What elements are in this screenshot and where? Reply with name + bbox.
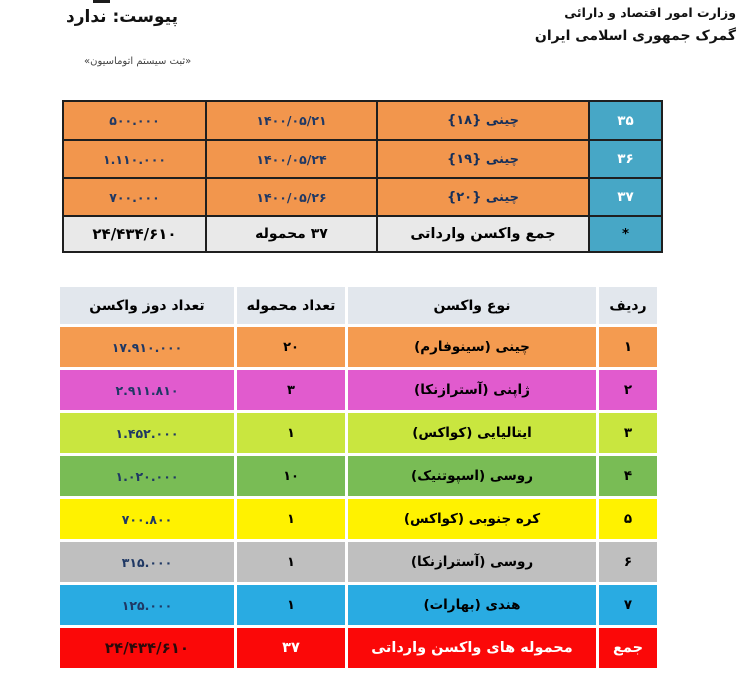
table-row [60, 413, 657, 453]
shipments-count-cell: ۱۰ [237, 456, 345, 496]
table-row [60, 327, 657, 367]
vaccine-type-cell: چینی {۱۸} [377, 101, 589, 140]
summary-label-cell: جمع واکسن وارداتی [377, 216, 589, 252]
date-cell: ۱۴۰۰/۰۵/۲۱ [206, 101, 377, 140]
doses-count-cell: ۳۱۵.۰۰۰ [60, 542, 234, 582]
date-cell: ۱۴۰۰/۰۵/۲۶ [206, 178, 377, 216]
row-id-cell: ۳۶ [589, 140, 662, 178]
doses-count-cell: ۱۲۵.۰۰۰ [60, 585, 234, 625]
shipments-count-cell: ۱ [237, 413, 345, 453]
total-shipments-cell: ۳۷ [237, 628, 345, 668]
doses-count-cell: ۷۰۰.۸۰۰ [60, 499, 234, 539]
table-row [63, 101, 662, 140]
row-id-cell: ۳۷ [589, 178, 662, 216]
doses-cell: ۱.۱۱۰.۰۰۰ [63, 140, 206, 178]
vaccine-type-cell: چینی {۲۰} [377, 178, 589, 216]
vaccine-name-cell: هندی (بهارات) [348, 585, 596, 625]
vaccine-totals-table [57, 284, 660, 671]
row-number-cell: ۲ [599, 370, 657, 410]
shipments-count-cell: ۱ [237, 542, 345, 582]
attachment-note: پیوست: ندارد [66, 7, 178, 27]
customs-name: گمرک جمهوری اسلامی ایران [534, 28, 736, 44]
table-row [63, 178, 662, 216]
vaccine-name-cell: کره جنوبی (کواکس) [348, 499, 596, 539]
vaccine-name-cell: روسی (آسترازنکا) [348, 542, 596, 582]
table-row [63, 140, 662, 178]
ministry-name: وزارت امور اقتصاد و دارائی [564, 5, 736, 20]
table-row [60, 456, 657, 496]
shipments-table [62, 100, 663, 253]
total-row [60, 628, 657, 668]
col-header-row-number: ردیف [599, 287, 657, 324]
shipments-count-cell: ۱ [237, 499, 345, 539]
table-row [60, 542, 657, 582]
vaccine-name-cell: ایتالیایی (کواکس) [348, 413, 596, 453]
table-row [60, 370, 657, 410]
cropped-text-fragment [93, 0, 110, 3]
col-header-vaccine-type: نوع واکسن [348, 287, 596, 324]
vaccine-name-cell: چینی (سینوفارم) [348, 327, 596, 367]
summary-id-cell: * [589, 216, 662, 252]
total-doses-cell: ۲۴/۴۳۴/۶۱۰ [60, 628, 234, 668]
summary-shipments-cell: ۳۷ محموله [206, 216, 377, 252]
vaccine-type-cell: چینی {۱۹} [377, 140, 589, 178]
summary-doses-cell: ۲۴/۴۳۴/۶۱۰ [63, 216, 206, 252]
vaccine-name-cell: ژاپنی (آسترازنکا) [348, 370, 596, 410]
doses-count-cell: ۲.۹۱۱.۸۱۰ [60, 370, 234, 410]
doses-count-cell: ۱۷.۹۱۰.۰۰۰ [60, 327, 234, 367]
shipments-count-cell: ۳ [237, 370, 345, 410]
doses-cell: ۷۰۰.۰۰۰ [63, 178, 206, 216]
row-number-cell: ۵ [599, 499, 657, 539]
row-number-cell: ۱ [599, 327, 657, 367]
row-number-cell: ۳ [599, 413, 657, 453]
row-number-cell: ۴ [599, 456, 657, 496]
col-header-doses: تعداد دوز واکسن [60, 287, 234, 324]
shipments-count-cell: ۱ [237, 585, 345, 625]
total-description-cell: محموله های واکسن وارداتی [348, 628, 596, 668]
total-label-cell: جمع [599, 628, 657, 668]
automation-note: «ثبت سیستم اتوماسیون» [84, 56, 192, 67]
doses-count-cell: ۱.۰۲۰.۰۰۰ [60, 456, 234, 496]
row-number-cell: ۷ [599, 585, 657, 625]
doses-count-cell: ۱.۴۵۲.۰۰۰ [60, 413, 234, 453]
table-row [60, 499, 657, 539]
summary-row [63, 216, 662, 252]
table-row [60, 585, 657, 625]
doses-cell: ۵۰۰.۰۰۰ [63, 101, 206, 140]
header-row [60, 287, 657, 324]
shipments-count-cell: ۲۰ [237, 327, 345, 367]
row-id-cell: ۳۵ [589, 101, 662, 140]
date-cell: ۱۴۰۰/۰۵/۲۴ [206, 140, 377, 178]
row-number-cell: ۶ [599, 542, 657, 582]
letterhead [535, 2, 736, 48]
vaccine-name-cell: روسی (اسپوتنیک) [348, 456, 596, 496]
col-header-shipments: تعداد محموله [237, 287, 345, 324]
